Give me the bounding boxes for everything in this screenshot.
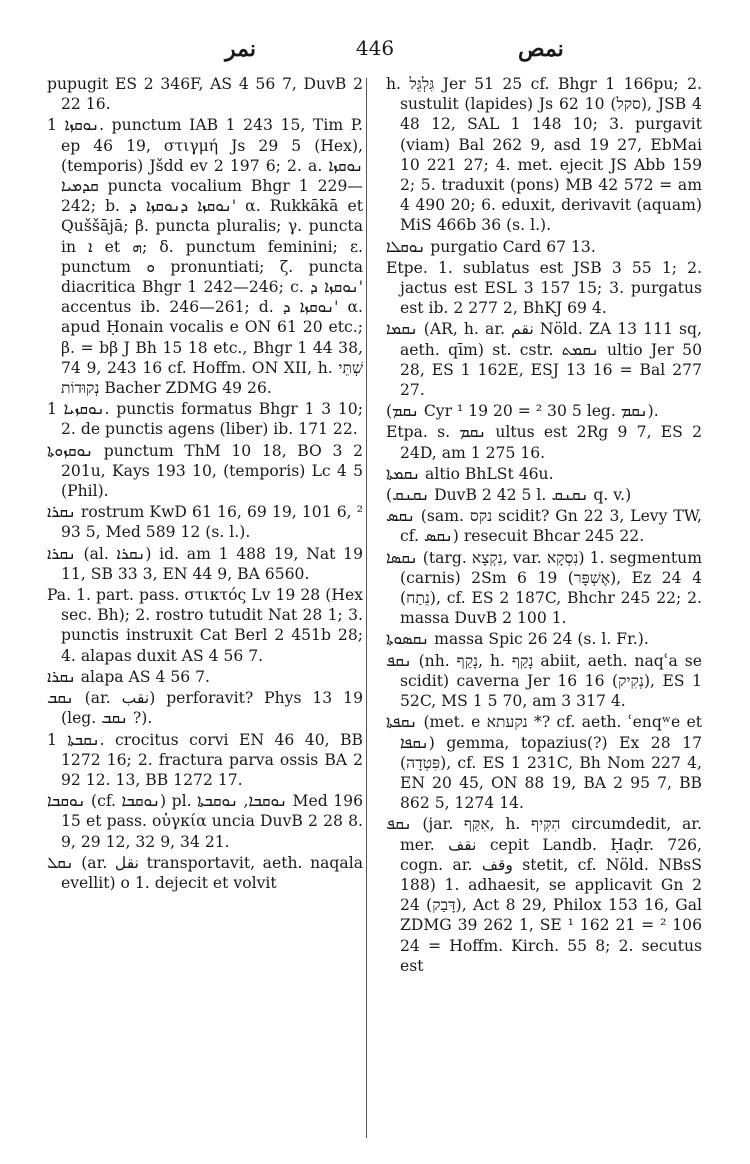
dictionary-entry: ܢܩܒܬܐ 1. crocitus corvi EN 46 40, BB 1272 16; 2. fractura parva ossis BA 2 92 12. 13, BB 1272 17. <box>47 730 363 789</box>
dictionary-entry: ܢܩܡܐ (AR, h. ar. نقم Nöld. ZA 13 111 sq, aeth. qīm) st. cstr. ܢܩܡܬ ultio Jer 50 28, ES 1 162E, ESJ 13 16 = Bal 277 27. <box>386 320 702 400</box>
dictionary-entry: ܢܩܦܬܐ (met. e נקעתא *? cf. aeth. ʿenqʷe et ܢܩܦܐ) gemma, topazius(?) Ex 28 17 (פִּטְדָה), cf. ES 1 231C, Bh Nom 227 4, EN 20 45, ON 88 19, BA 2 95 7, BB 862 5, 1274 14. <box>386 713 702 813</box>
dictionary-entry: Etpe. 1. sublatus est JSB 3 55 1; 2. jactus est ESL 3 157 15; 3. purgatus est ib. 2 277 2, BhKJ 69 4. <box>386 258 702 318</box>
dictionary-entry: h. גִּלְגֵּל Jer 51 25 cf. Bhgr 1 166pu; 2. sustulit (lapides) Js 62 10 (סקל), JSB 4 48 12, SAL 1 148 10; 3. purgavit (viam) Bal 262 9, asd 19 27, EbMai 10 221 27; 4. met. ejecit JS Abb 159 2; 5. traduxit (pons) MB 42 572 = am 4 490 20; 6. eduxit, derivavit (aquam) MiS 466b 36 (s. l.). <box>386 75 702 235</box>
dictionary-entry: ܢܩܡܬܐ altio BhLSt 46u. <box>386 464 554 483</box>
dictionary-entry: ܢܘܩܙܐ 1. punctum IAB 1 243 15, Tim P. ep 46 19, στιγμή Js 29 5 (Hex), (temporis) Jšdd ev 2 197 6; 2. a. ܢܘܩܙܐ ܩܕܡܝܐ puncta vocalium Bhgr 1 229—242; b. ܢܘܩܙܐ ܕܢܘܩܙܐ ܕ' α. Rukkākā et Quššājā; β. puncta pluralis; γ. puncta in ܐ et ܗ; δ. punctum feminini; ε. punctum ܘ pronuntiati; ζ. puncta diacritica Bhgr 1 242—246; c. ܢܘܩܙܐ ܕ' accentus ib. 246—261; d. ܢܘܩܙܐ ܕ' α. apud Ḥonain vocalis e ON 61 20 etc.; β. = bβ J Bh 15 18 etc., Bhgr 1 44 38, 74 9, 243 16 cf. Hoffm. ON XII, h. שְׁתֵּי נְקוּדוֹת Bacher ZDMG 49 26. <box>47 116 364 398</box>
dictionary-entry: ܢܩܠ (ar. نقل transportavit, aeth. naqala evellit) o 1. dejecit et volvit <box>47 853 363 892</box>
dictionary-entry: ܢܩܦ (jar. אִקַּף, h. הִקִּיף circumdedit, ar. mer. نقف cepit Landb. Ḥaḍr. 726, cogn. ar. وقف stetit, cf. Nöld. NBsS 188) 1. adhaesit, se applicavit Gn 2 24 (דָּבַק), Act 8 29, Philox 153 16, Gal ZDMG 39 262 1, SE ¹ 162 21 = ² 106 24 = Hoffm. Kirch. 55 8; 2. secutus est <box>386 815 703 975</box>
right-headword: نمص <box>518 36 564 62</box>
dictionary-entry: ܢܩܣܐ (targ. נִקְצָא, var. נִסְקָא) 1. segmentum (carnis) 2Sm 6 19 (אֶשְׁפָּר), Ez 24 4 (נֵתַח), cf. ES 2 187C, Bhchr 245 22; 2. massa DuvB 2 100 1. <box>386 548 702 628</box>
column-divider <box>366 78 367 1138</box>
dictionary-entry: pupugit ES 2 346F, AS 4 56 7, DuvB 2 22 16. <box>47 75 363 114</box>
dictionary-entry: ܢܘܩܙܘܬܐ punctum ThM 10 18, BO 3 2 201u, Kays 193 10, (temporis) Lc 4 5 (Phil). <box>47 441 363 501</box>
dictionary-entry: (ܢܩܡ Cyr ¹ 19 20 = ² 30 5 leg. ܢܩܡ). <box>386 402 659 421</box>
left-headword: نمر <box>225 36 256 62</box>
dictionary-entry: ܢܘܩܒܐ (cf. ܢܘܩܒܐ) pl. ܢܘܩܒܐ, ܢܘܩܒܬܐ Med 196 15 et pass. οὐγκία uncia DuvB 2 28 8. 9, 29 12, 32 9, 34 21. <box>47 792 364 851</box>
dictionary-entry: ܢܩܦ (nh. נָקַף, h. נָקַף abiit, aeth. naqʿa se scidit) caverna Jer 16 16 (נְקִיק), ES 1 52C, MS 1 5 70, am 3 317 4. <box>386 651 702 711</box>
page-number: 446 <box>355 36 395 60</box>
dictionary-entry: (ܢܩܢܩ DuvB 2 42 5 l. ܢܩܢܩ q. v.) <box>386 486 632 505</box>
dictionary-entry: ܢܩܪܐ rostrum KwD 61 16, 69 19, 101 6, ² 93 5, Med 589 12 (s. l.). <box>47 503 363 542</box>
dictionary-entry: ܢܩܪܐ alapa AS 4 56 7. <box>47 667 211 686</box>
dictionary-entry: ܢܩܪܐ (al. ܢܩܪܐ) id. am 1 488 19, Nat 19 11, SB 33 3, EN 44 9, BA 6560. <box>47 544 363 583</box>
right-column <box>386 74 702 977</box>
dictionary-entry: ܢܩܣܘܬܐ massa Spic 26 24 (s. l. Fr.). <box>386 630 649 649</box>
dictionary-entry: Pa. 1. part. pass. στικτός Lv 19 28 (Hex sec. Bh); 2. rostro tutudit Nat 28 1; 3. punctis instruxit Cat Berl 2 451b 28; 4. alapas duxit AS 4 56 7. <box>47 586 363 665</box>
left-column <box>47 74 363 894</box>
dictionary-entry: ܢܩܣ (sam. נקס scidit? Gn 22 3, Levy TW, cf. ܢܩܣ) resecuit Bhcar 245 22. <box>386 507 702 546</box>
dictionary-entry: Etpa. s. ܢܩܡ ultus est 2Rg 9 7, ES 2 24D, am 1 275 16. <box>386 423 702 462</box>
dictionary-entry: ܢܘܩܙܝܐ 1. punctis formatus Bhgr 1 3 10; 2. de punctis agens (liber) ib. 171 22. <box>47 400 363 439</box>
dictionary-entry: ܢܘܩܠܐ purgatio Card 67 13. <box>386 237 596 256</box>
page-header <box>40 36 710 66</box>
dictionary-entry: ܢܩܒ (ar. نقب) perforavit? Phys 13 19 (leg. ܢܩܒ ?). <box>47 689 363 728</box>
